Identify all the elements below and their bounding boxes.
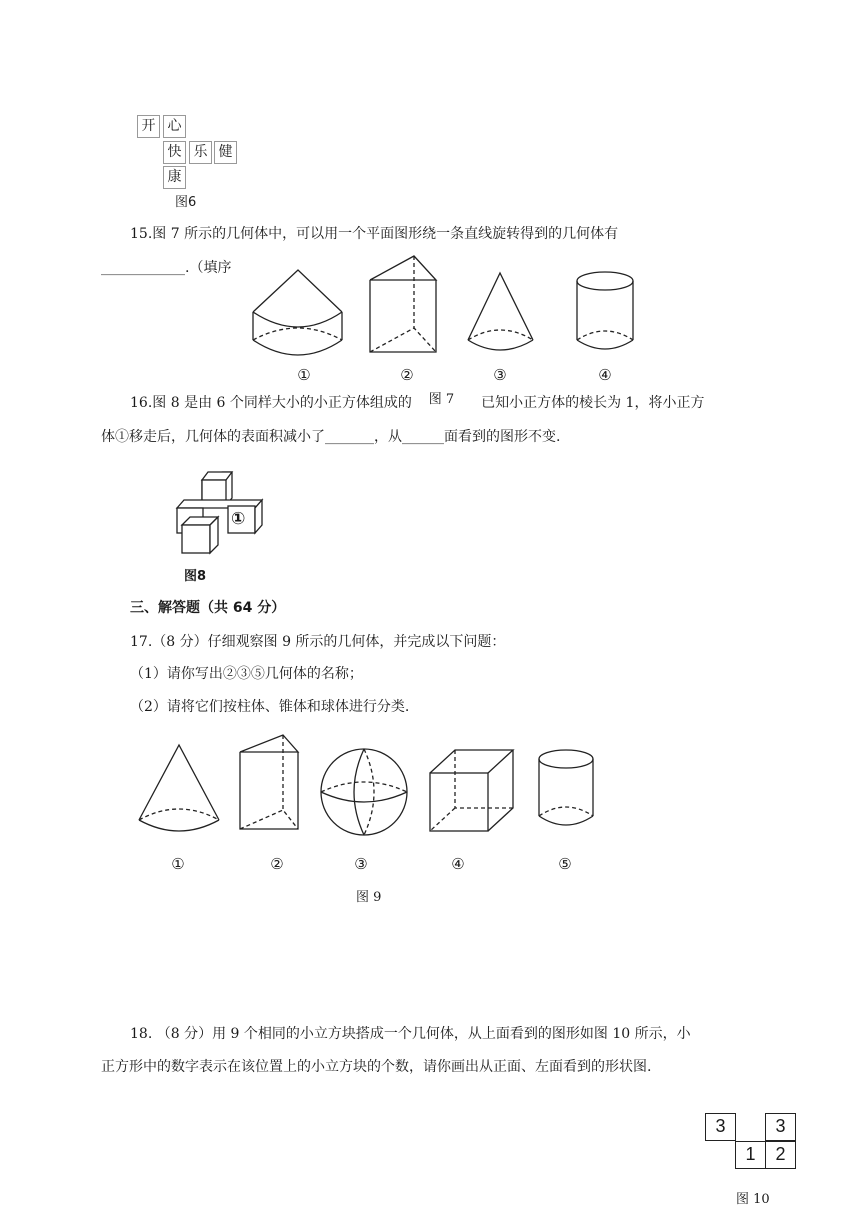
figure-caption: 图 7 — [428, 392, 455, 407]
question-18-line-2: 正方形中的数字表示在该位置上的小立方块的个数，请你画出从正面、左面看到的形状图. — [101, 1059, 652, 1075]
question-15-line-1: 15.图 7 所示的几何体中，可以用一个平面图形绕一条直线旋转得到的几何体有 — [130, 226, 619, 242]
net-cell: 快 — [163, 141, 186, 164]
figure-caption: 图 10 — [736, 1192, 770, 1207]
shape-label: ④ — [451, 855, 465, 873]
shape-label: ① — [171, 855, 185, 873]
shape-label: ⑤ — [558, 855, 572, 873]
shape-label: ① — [297, 366, 311, 384]
question-17-line-1: 17.（8 分）仔细观察图 9 所示的几何体，并完成以下问题： — [130, 634, 506, 650]
net-cell: 开 — [137, 115, 160, 138]
sphere-shape — [321, 749, 407, 835]
cylinder-shape — [539, 750, 593, 825]
cube-shape — [430, 750, 513, 831]
cube-marker: ① — [231, 509, 246, 529]
question-16-line-2: 体①移走后，几何体的表面积减小了_______，从______面看到的图形不变. — [101, 429, 561, 445]
figure-caption: 图 9 — [356, 890, 382, 905]
cone-shape — [139, 745, 219, 831]
question-17-line-3: （2）请将它们按柱体、锥体和球体进行分类. — [130, 699, 410, 715]
figure-caption: 图8 — [184, 569, 207, 584]
grid-cell: 3 — [705, 1113, 736, 1141]
grid-cell: 3 — [765, 1113, 796, 1141]
grid-cell: 1 — [735, 1141, 766, 1169]
net-cell: 乐 — [189, 141, 212, 164]
question-17-line-2: （1）请你写出②③⑤几何体的名称； — [130, 666, 363, 682]
shape-label: ③ — [493, 366, 507, 384]
shape-label: ④ — [598, 366, 612, 384]
shape-label: ② — [400, 366, 414, 384]
figure-caption: 图6 — [175, 195, 197, 210]
question-16-tail: 已知小正方体的棱长为 1，将小正方 — [481, 395, 705, 411]
section-heading: 三、解答题（共 64 分） — [130, 600, 286, 616]
net-cell: 康 — [163, 166, 186, 189]
triangular-prism-shape — [240, 735, 298, 829]
net-cell: 心 — [163, 115, 186, 138]
shape-label: ③ — [354, 855, 368, 873]
question-16-head: 16.图 8 是由 6 个同样大小的小正方体组成的 — [130, 395, 412, 411]
grid-cell: 2 — [765, 1141, 796, 1169]
net-cell: 健 — [214, 141, 237, 164]
shape-label: ② — [270, 855, 284, 873]
question-15-tail: .（填序 — [185, 260, 232, 276]
question-18-line-1: 18. （8 分）用 9 个相同的小立方块搭成一个几何体，从上面看到的图形如图 10 所示，小 — [130, 1026, 691, 1042]
answer-blank: ____________ — [101, 260, 185, 276]
